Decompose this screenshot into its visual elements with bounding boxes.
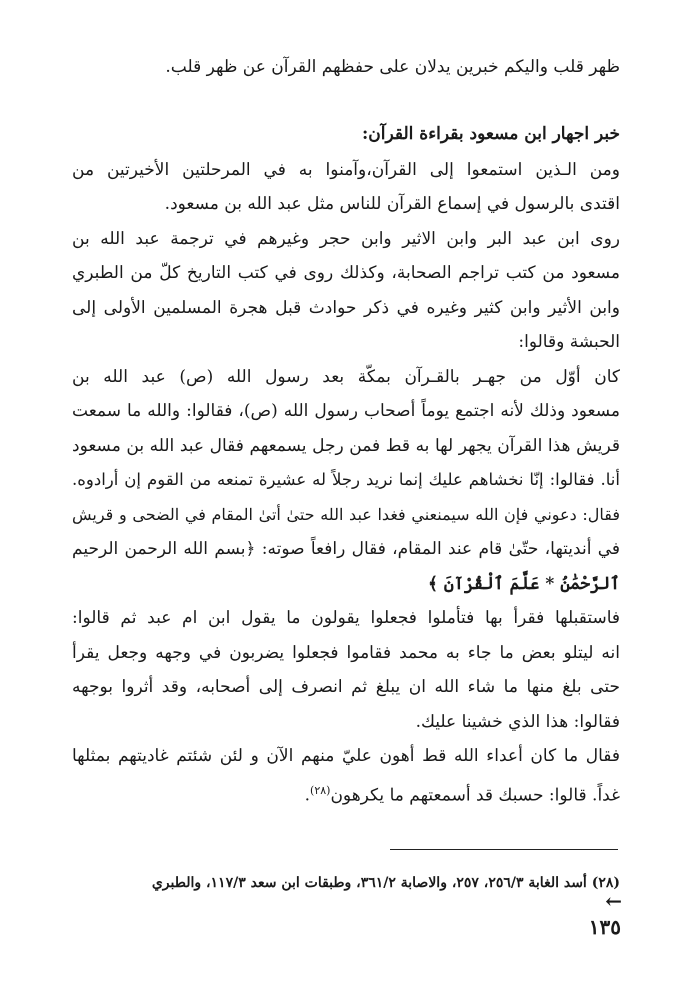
- footnote-text: (٢٨) أسد الغابة ٢٥٦/٣، ٢٥٧، والاصابة ٣٦١/٢، وطبقات ابن سعد ١١٧/٣، والطبري: [151, 875, 620, 891]
- page-body: [72, 50, 620, 808]
- text-line: مسعود من كتب تراجم الصحابة، وكذلك روى في كتب التاريخ كلّ من الطبري: [72, 263, 620, 283]
- footnote-reference: (٢٨): [310, 783, 331, 797]
- text-line: أنا. فقالوا: إنّا نخشاهم عليك إنما نريد رجلاً له عشيرة تمنعه من القوم إن أرادوه.: [72, 470, 620, 489]
- text-line: وابن الأثير وابن كثير وغيره في ذكر حوادث قبل هجرة المسلمين الأولى إلى: [72, 297, 620, 318]
- sentence-period: .: [304, 785, 311, 806]
- text-line: فقال ما كان أعداء الله قط أهون عليّ منهم الآن و لئن شئتم غاديتهم بمثلها: [72, 746, 620, 766]
- text-line: كان أوّل من جهـر بالقـرآن بمكّة بعد رسول الله (ص) عبد الله بن: [72, 366, 620, 387]
- text-line: ومن الـذين استمعوا إلى القرآن،وآمنوا به في المرحلتين الأخيرتين من: [72, 159, 620, 180]
- paragraph-gap: [72, 85, 620, 117]
- text-line: مسعود وذلك لأنه اجتمع يوماً أصحاب رسول الله (ص)، فقالوا: والله ما سمعت: [72, 401, 620, 421]
- text-line: حتى بلغ منها ما شاء الله ان يبلغ ثم انصرف إلى أصحابه، وقد أثروا بوجهه: [72, 677, 620, 697]
- text-line: انه ليتلو بعض ما جاء به محمد فقاموا فجعلوا يضربون في وجهه وجعل يقرأ: [72, 642, 620, 663]
- text-line: فقال: دعوني فإن الله سيمنعني فغدا عبد الله حتىٰ أتىٰ المقام في الضحى و قريش: [72, 504, 620, 524]
- section-heading: خبر اجهار ابن مسعود بقراءة القرآن:: [362, 123, 620, 144]
- footnote-separator: [390, 849, 618, 850]
- continuation-arrow-icon: ←: [605, 889, 622, 913]
- text-line: الحبشة وقالوا:: [518, 332, 620, 352]
- text-line: فقالوا: هذا الذي خشينا عليك.: [415, 711, 620, 732]
- page-number: ١٣٥: [588, 915, 621, 939]
- text-line: روى ابن عبد البر وابن الاثير وابن حجر وغيرهم في ترجمة عبد الله بن: [72, 228, 620, 249]
- text-line-body: غداً. قالوا: حسبك قد أسمعتهم ما يكرهون: [330, 785, 620, 806]
- quran-verse-line: ٱلرَّحْمَٰنُ * عَلَّمَ ٱلْقُرْآنَ ﴾: [428, 573, 620, 594]
- text-line: في أنديتها، حتّىٰ قام عند المقام، فقال رافعاً صوته: ﴿بسم الله الرحمن الرحيم: [72, 539, 620, 559]
- text-line: اقتدى بالرسول في إسماع القرآن للناس مثل عبد الله بن مسعود.: [164, 194, 620, 214]
- text-line: [72, 774, 620, 809]
- text-line: قريش هذا القرآن يجهر لها به قط فمن رجل يسمعهم فقال عبد الله بن مسعود: [72, 435, 620, 456]
- text-line: ظهر قلب واليكم خبرين يدلان على حفظهم القرآن عن ظهر قلب.: [165, 57, 620, 77]
- text-line: فاستقبلها فقرأ بها فتأملوا فجعلوا يقولون ما يقول ابن ام عبد ثم قالوا:: [72, 608, 620, 628]
